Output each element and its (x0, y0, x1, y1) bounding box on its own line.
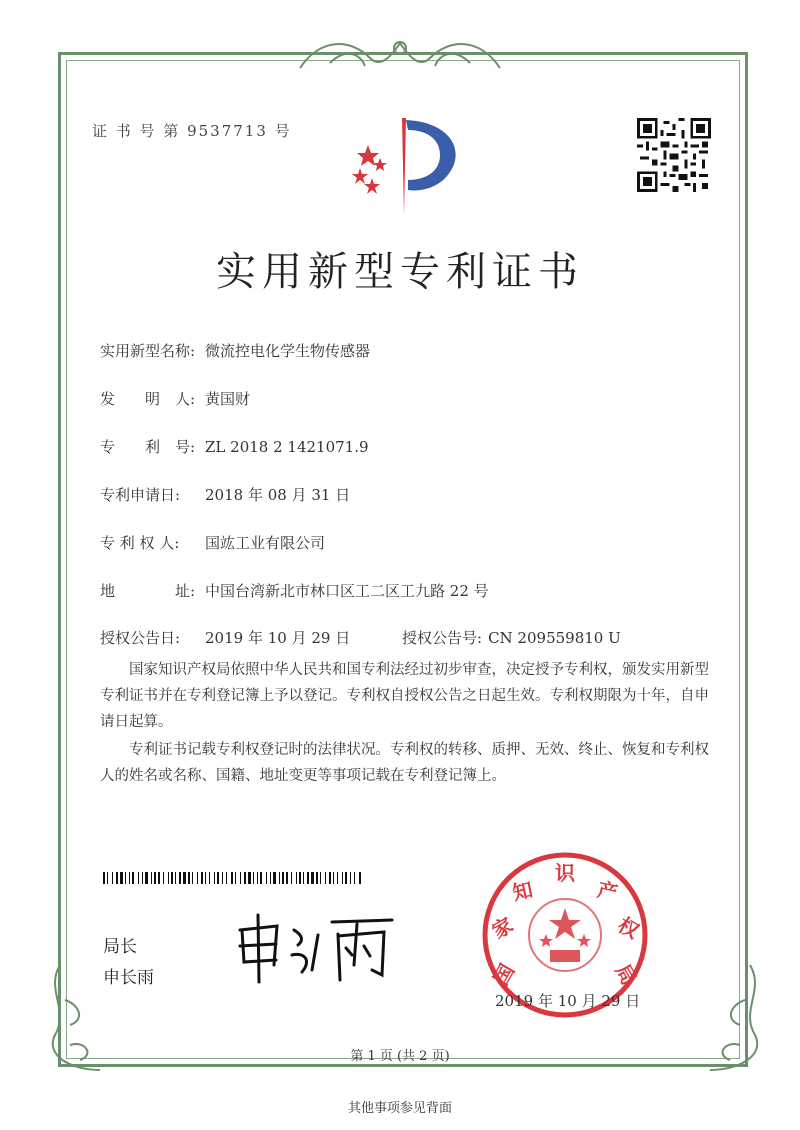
field-value: CN 209559810 U (488, 629, 621, 647)
field-value: 国竑工业有限公司 (205, 534, 326, 552)
field-grant-number (402, 627, 621, 648)
director-name: 申长雨 (103, 968, 154, 988)
barcode-icon (103, 872, 363, 884)
svg-text:识: 识 (555, 861, 575, 885)
seal-date: 2019 年 10 月 29 日 (495, 992, 641, 1010)
field-patentee (100, 532, 325, 553)
certificate-title: 实用新型专利证书 (216, 249, 584, 295)
svg-text:家: 家 (487, 912, 518, 944)
footer-note: 其他事项参见背面 (347, 1101, 452, 1116)
svg-text:国: 国 (488, 959, 520, 990)
field-value: 2018 年 08 月 31 日 (205, 486, 351, 504)
field-label: 地 址: (100, 582, 196, 600)
field-address (100, 580, 489, 601)
svg-text:知: 知 (510, 877, 535, 905)
cnipa-logo-icon (340, 110, 470, 220)
field-label: 发 明 人: (100, 390, 196, 408)
svg-text:产: 产 (595, 877, 620, 905)
certificate-number: 证 书 号 第 9537713 号 (92, 122, 292, 140)
qr-code-icon (637, 118, 711, 192)
field-label: 专 利 号: (100, 438, 196, 456)
field-value: 2019 年 10 月 29 日 (205, 629, 351, 647)
field-label: 实用新型名称: (100, 342, 196, 360)
field-value: ZL 2018 2 1421071.9 (205, 438, 369, 456)
field-label: 授权公告号: (402, 629, 483, 647)
field-label: 授权公告日: (100, 629, 181, 647)
page-number: 第 1 页 (共 2 页) (350, 1049, 450, 1064)
field-grant-date (100, 627, 350, 648)
field-utility-model-name (100, 340, 370, 361)
field-label: 专 利 权 人: (100, 534, 180, 552)
signature-icon (232, 910, 402, 985)
legal-paragraph-1: 国家知识产权局依照中华人民共和国专利法经过初步审查，决定授予专利权，颁发实用新型专利证书并在专利登记簿上予以登记。专利权自授权公告之日起生效。专利权期限为十年，自申请日起算。 (100, 662, 709, 730)
field-value: 中国台湾新北市林口区工二区工九路 22 号 (205, 582, 489, 600)
field-application-date (100, 484, 350, 505)
svg-text:权: 权 (613, 912, 644, 944)
legal-paragraph-2: 专利证书记载专利权登记时的法律状况。专利权的转移、质押、无效、终止、恢复和专利权人的姓名或名称、国籍、地址变更等事项记载在专利登记簿上。 (100, 742, 709, 784)
field-label: 专利申请日: (100, 486, 181, 504)
field-value: 微流控电化学生物传感器 (205, 342, 371, 360)
svg-text:局: 局 (610, 959, 642, 990)
top-ornament-icon (290, 28, 510, 78)
director-title: 局长 (103, 937, 137, 957)
field-value: 黄国财 (205, 390, 251, 408)
field-patent-number (100, 436, 369, 457)
field-inventor (100, 388, 250, 409)
